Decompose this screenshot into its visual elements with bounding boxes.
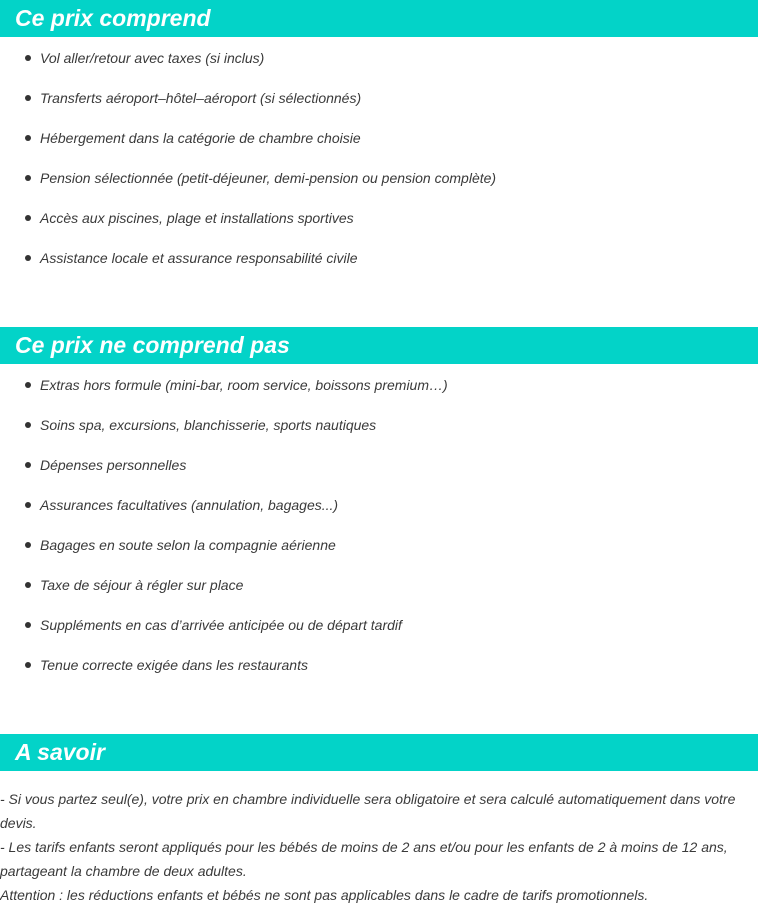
list-item bbox=[0, 371, 758, 411]
list-item-text: Tenue correcte exigée dans les restaurants bbox=[40, 657, 308, 673]
list-item bbox=[0, 411, 758, 451]
info-line: - Si vous partez seul(e), votre prix en chambre individuelle sera obligatoire et sera calculé automatiquement dans votre devis. bbox=[0, 791, 736, 831]
list-item-text: Transferts aéroport–hôtel–aéroport (si sélectionnés) bbox=[40, 90, 362, 106]
list-item-text: Bagages en soute selon la compagnie aérienne bbox=[40, 537, 336, 553]
list-item-text: Suppléments en cas d’arrivée anticipée ou de départ tardif bbox=[40, 617, 402, 633]
info-text bbox=[0, 771, 758, 907]
bullet-icon bbox=[25, 255, 31, 261]
list-item bbox=[0, 611, 758, 651]
list-item bbox=[0, 244, 758, 284]
list-item bbox=[0, 44, 758, 84]
info-section-title: A savoir bbox=[0, 734, 758, 771]
bullet-icon bbox=[25, 382, 31, 388]
list-item-text: Taxe de séjour à régler sur place bbox=[40, 577, 244, 593]
included-section-title: Ce prix comprend bbox=[0, 0, 758, 37]
list-item bbox=[0, 124, 758, 164]
bullet-icon bbox=[25, 135, 31, 141]
excluded-section-title: Ce prix ne comprend pas bbox=[0, 327, 758, 364]
excluded-list bbox=[0, 364, 758, 691]
list-item-text: Accès aux piscines, plage et installations sportives bbox=[40, 210, 354, 226]
included-section bbox=[0, 0, 758, 284]
list-item bbox=[0, 571, 758, 611]
bullet-icon bbox=[25, 55, 31, 61]
list-item-text: Assurances facultatives (annulation, bagages...) bbox=[40, 497, 339, 513]
bullet-icon bbox=[25, 175, 31, 181]
list-item-text: Dépenses personnelles bbox=[40, 457, 187, 473]
bullet-icon bbox=[25, 622, 31, 628]
bullet-icon bbox=[25, 582, 31, 588]
list-item bbox=[0, 491, 758, 531]
bullet-icon bbox=[25, 95, 31, 101]
included-list bbox=[0, 37, 758, 284]
excluded-section bbox=[0, 327, 758, 691]
bullet-icon bbox=[25, 662, 31, 668]
list-item-text: Pension sélectionnée (petit-déjeuner, demi-pension ou pension complète) bbox=[40, 170, 497, 186]
list-item bbox=[0, 84, 758, 124]
bullet-icon bbox=[25, 215, 31, 221]
list-item bbox=[0, 451, 758, 491]
list-item bbox=[0, 651, 758, 691]
info-line: Attention : les réductions enfants et bébés ne sont pas applicables dans le cadre de tarifs promotionnels. bbox=[0, 887, 649, 903]
list-item-text: Vol aller/retour avec taxes (si inclus) bbox=[40, 50, 265, 66]
bullet-icon bbox=[25, 462, 31, 468]
list-item bbox=[0, 531, 758, 571]
info-section bbox=[0, 734, 758, 907]
list-item-text: Assistance locale et assurance responsabilité civile bbox=[40, 250, 358, 266]
list-item bbox=[0, 164, 758, 204]
list-item-text: Hébergement dans la catégorie de chambre choisie bbox=[40, 130, 361, 146]
info-line: - Les tarifs enfants seront appliqués pour les bébés de moins de 2 ans et/ou pour les enfants de 2 à moins de 12 ans, partageant la chambre de deux adultes. bbox=[0, 839, 728, 879]
list-item-text: Soins spa, excursions, blanchisserie, sports nautiques bbox=[40, 417, 377, 433]
bullet-icon bbox=[25, 422, 31, 428]
bullet-icon bbox=[25, 542, 31, 548]
list-item-text: Extras hors formule (mini-bar, room service, boissons premium…) bbox=[40, 377, 448, 393]
list-item bbox=[0, 204, 758, 244]
bullet-icon bbox=[25, 502, 31, 508]
